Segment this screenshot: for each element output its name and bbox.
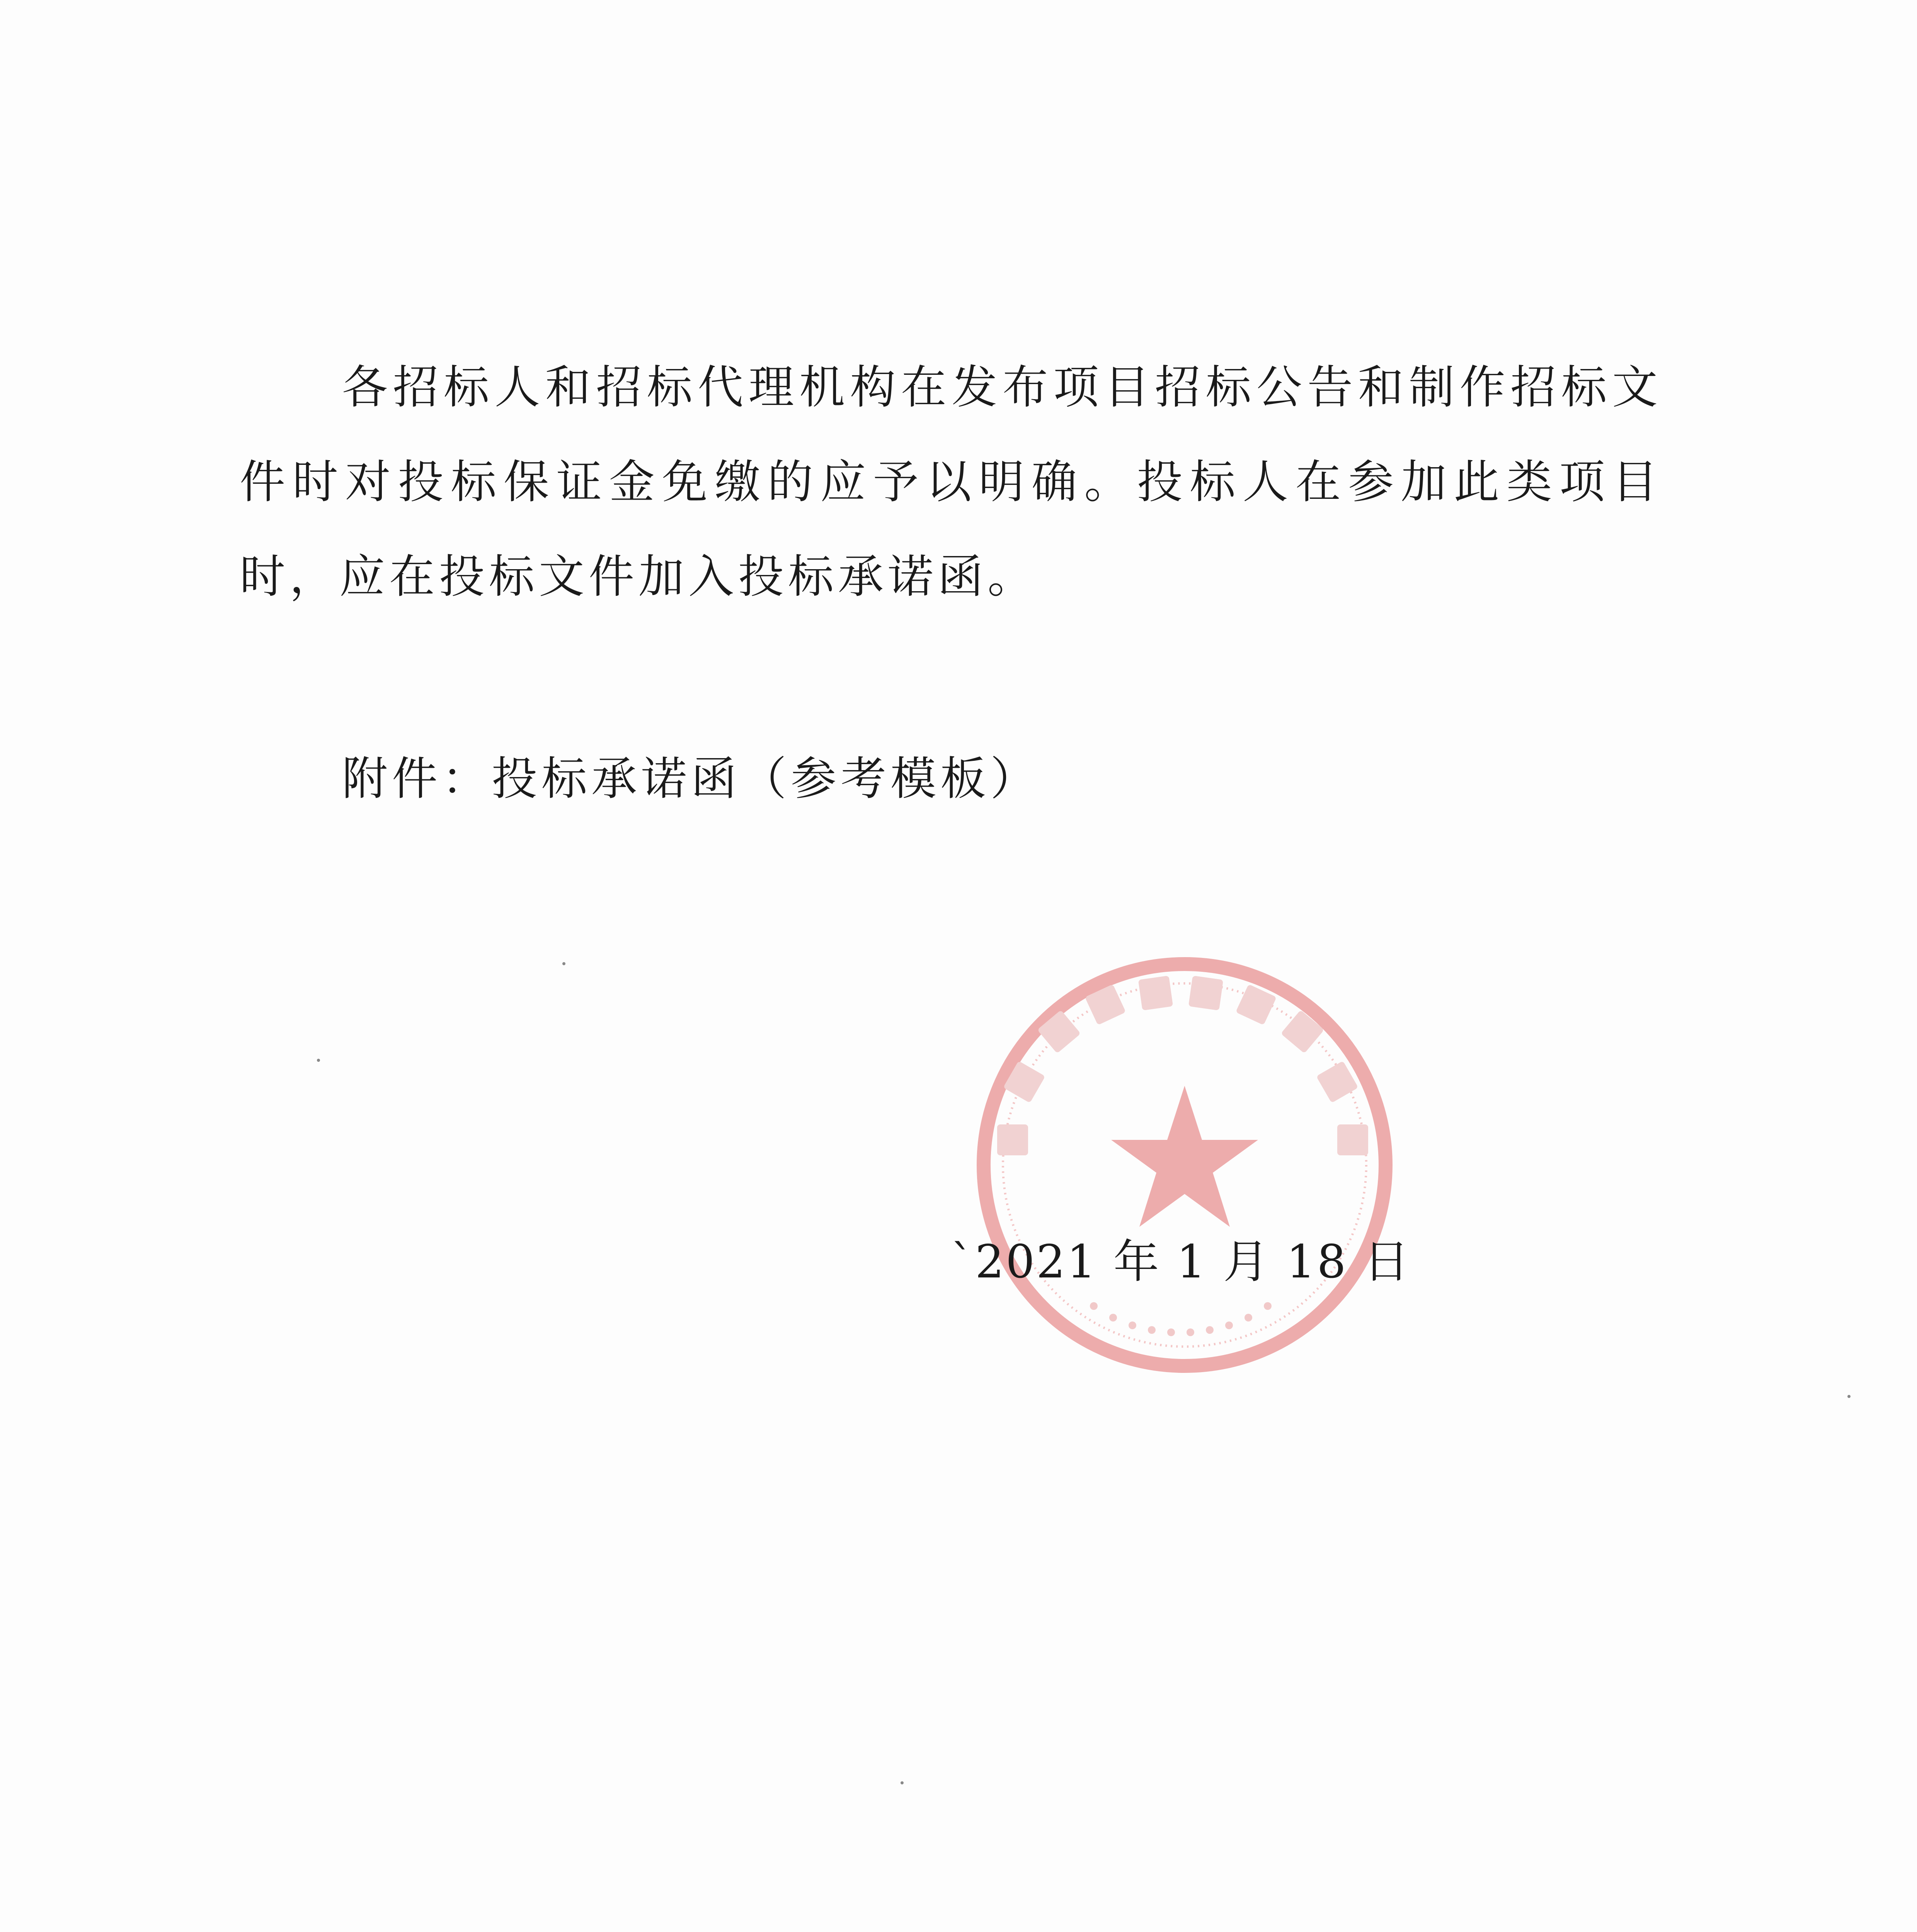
scan-speck — [901, 1781, 904, 1784]
body-paragraph: 各招标人和招标代理机构在发布项目招标公告和制作招标文件时对投标保证金免缴的应予以明确。投标人在参加此类项目时，应在投标文件加入投标承诺函。 — [240, 361, 1662, 603]
attachment-line: 附件：投标承诺函（参考模板） — [342, 752, 1040, 805]
scan-speck — [1847, 1395, 1851, 1398]
official-seal-icon — [966, 947, 1403, 1383]
scan-speck — [562, 962, 565, 965]
date-line: `2021 年 1 月 18 日 — [951, 1235, 1411, 1288]
scan-speck — [317, 1059, 320, 1062]
